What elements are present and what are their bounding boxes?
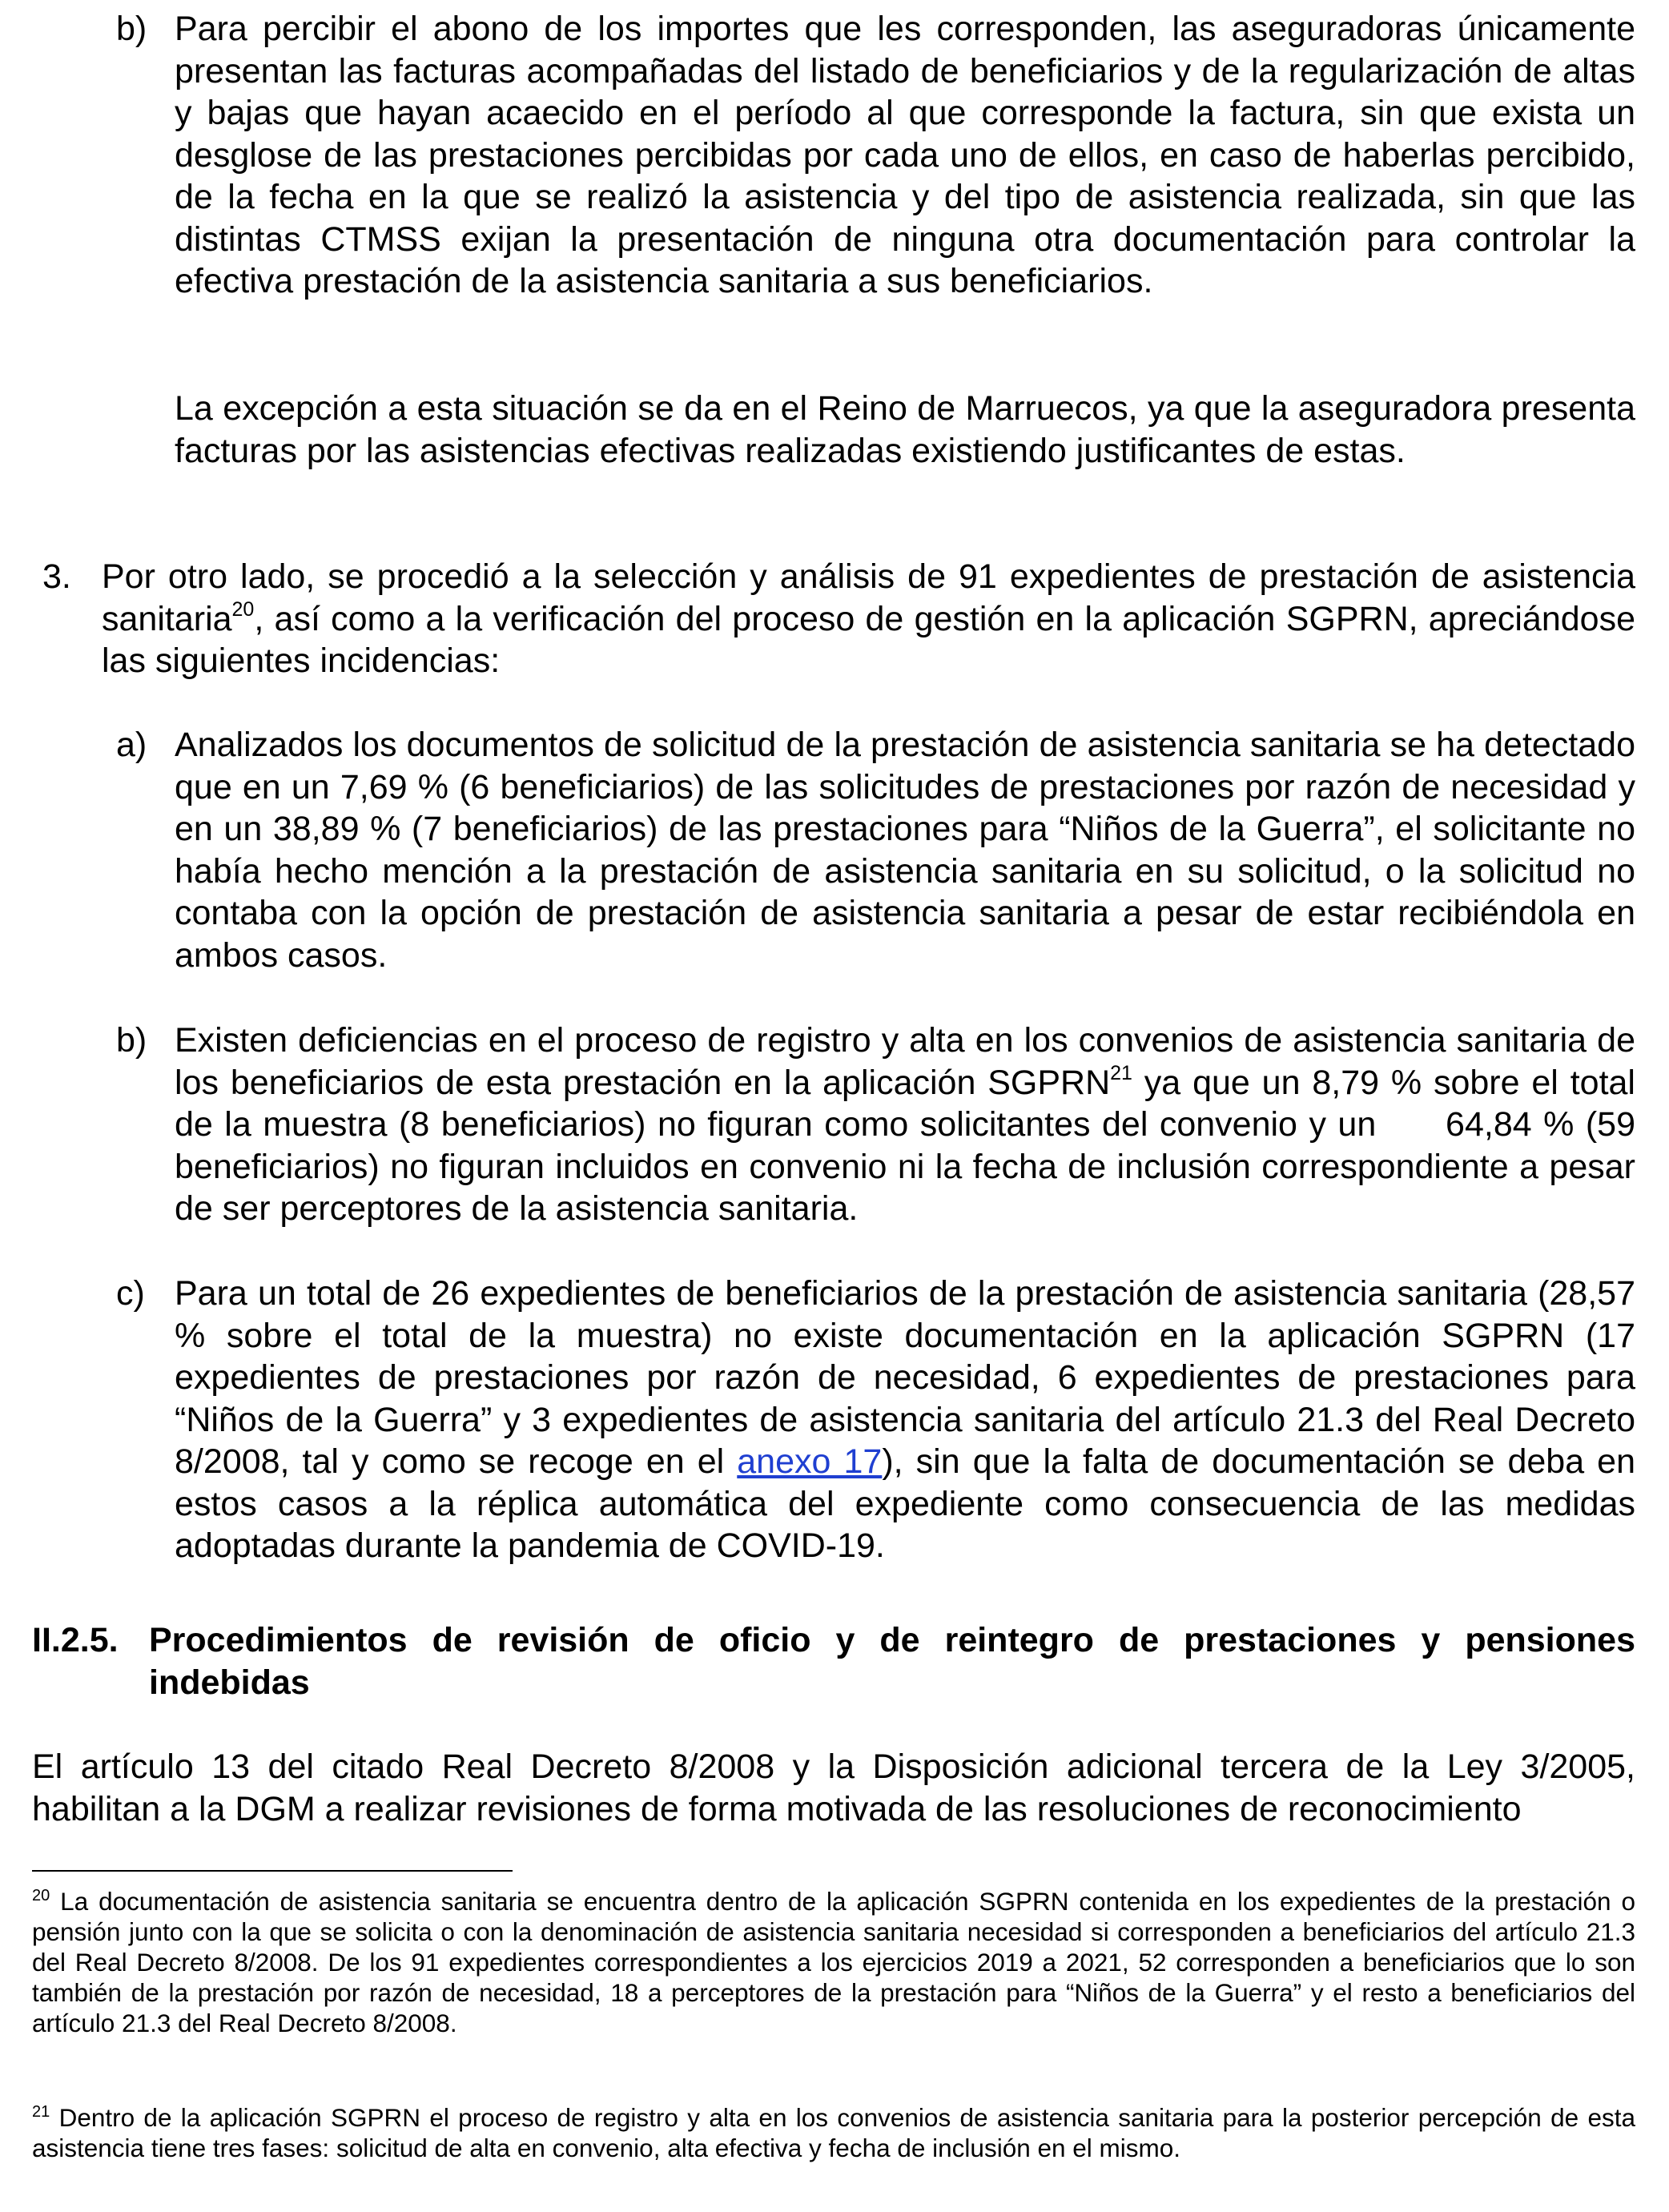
footnote-20-text: La documentación de asistencia sanitaria se encuentra dentro de la aplicación SGPRN contenida en los expedientes de la prestación o pensión junto con la que se solicita o con la denominación de asistencia sanitaria necesidad si corresponden a beneficiarios del artículo 21.3 del Real Decreto 8/2008. De los 91 expedientes correspondientes a los ejercicios 2019 a 2021, 52 corresponden a beneficiarios que lo son también de la prestación por razón de necesidad, 18 a perceptores de la prestación para “Niños de la Guerra” y el resto a beneficiarios del artículo 21.3 del Real Decreto 8/2008. <box>32 1887 1635 2037</box>
footnote-ref-21[interactable]: 21 <box>1110 1061 1132 1084</box>
item-b2-label: b) <box>116 1021 147 1060</box>
item-b2-paragraph <box>175 1020 1645 1230</box>
footnote-21-number: 21 <box>32 2103 50 2121</box>
footnote-21-text: Dentro de la aplicación SGPRN el proceso de registro y alta en los convenios de asistencia sanitaria para la posterior percepción de esta asistencia tiene tres fases: solicitud de alta en convenio, alta efectiva y fecha de inclusión en el mismo. <box>32 2103 1635 2162</box>
section-number: II.2.5. <box>32 1621 119 1659</box>
footnote-21 <box>32 2102 1635 2163</box>
item-b-exception-paragraph: La excepción a esta situación se da en el Reino de Marruecos, ya que la aseguradora presenta facturas por las asistencias efectivas realizadas existiendo justificantes de estas. <box>175 389 1635 470</box>
item-c-text-end: ), sin que la falta de documentación se deba en estos casos a la réplica automática del expediente como consecuencia de las medidas adoptadas durante la pandemia de COVID-19. <box>175 1442 1636 1565</box>
item-b2-text-end: ya que un 8,79 % sobre el total de la muestra (8 beneficiarios) no figuran como solicitantes del convenio y un 64,84 % (59 beneficiarios) no figuran incluidos en convenio ni la fecha de inclusión correspondiente a pesar de ser perceptores de la asistencia sanitaria. <box>175 1063 1645 1228</box>
item-c-text-start: Para un total de 26 expedientes de beneficiarios de la prestación de asistencia sanitaria (28,57 % sobre el total de la muestra) no existe documentación en la aplicación SGPRN (17 expedientes de prestaciones por razón de necesidad, 6 expedientes de prestaciones para “Niños de la Guerra” y 3 expedientes de asistencia sanitaria del artículo 21.3 del Real Decreto 8/2008, tal y como se recoge en el <box>175 1274 1635 1481</box>
item-b-paragraph: Para percibir el abono de los importes que les corresponden, las aseguradoras únicamente presentan las facturas acompañadas del listado de beneficiarios y de la regularización de altas y bajas que hayan acaecido en el período al que corresponde la factura, sin que exista un desglose de las prestaciones percibidas por cada uno de ellos, en caso de haberlas percibido, de la fecha en la que se realizó la asistencia y del tipo de asistencia realizada, sin que las distintas CTMSS exijan la presentación de ninguna otra documentación para controlar la efectiva prestación de la asistencia sanitaria a sus beneficiarios. <box>175 10 1635 300</box>
footnote-20-number: 20 <box>32 1887 50 1904</box>
item-3-paragraph <box>102 556 1635 682</box>
item-c-paragraph <box>175 1273 1635 1567</box>
item-b-label: b) <box>116 10 147 48</box>
item-3-text-start: Por otro lado, se procedió a la selección y análisis de 91 expedientes de prestación de asistencia sanitaria <box>102 557 1635 638</box>
section-title: Procedimientos de revisión de oficio y de reintegro de prestaciones y pensiones indebidas <box>149 1621 1635 1702</box>
footnote-ref-20[interactable]: 20 <box>231 597 255 621</box>
item-3-label: 3. <box>42 557 71 596</box>
footnote-20 <box>32 1886 1635 2038</box>
item-a-label: a) <box>116 726 147 764</box>
item-a-paragraph: Analizados los documentos de solicitud de la prestación de asistencia sanitaria se ha detectado que en un 7,69 % (6 beneficiarios) de las solicitudes de prestaciones por razón de necesidad y en un 38,89 % (7 beneficiarios) de las prestaciones para “Niños de la Guerra”, el solicitante no había hecho mención a la prestación de asistencia sanitaria en su solicitud, o la solicitud no contaba con la opción de prestación de asistencia sanitaria a pesar de estar recibiéndola en ambos casos. <box>175 726 1635 975</box>
item-c-label: c) <box>116 1274 145 1313</box>
item-3-text-end: , así como a la verificación del proceso de gestión en la aplicación SGPRN, apreciándose las siguientes incidencias: <box>102 599 1635 680</box>
section-body-paragraph: El artículo 13 del citado Real Decreto 8/2008 y la Disposición adicional tercera de la Ley 3/2005, habilitan a la DGM a realizar revisiones de forma motivada de las resoluciones de reconocimiento <box>32 1747 1635 1828</box>
annex-17-link[interactable]: anexo 17 <box>737 1442 883 1481</box>
item-b2-text-start: Existen deficiencias en el proceso de registro y alta en los convenios de asistencia sanitaria de los beneficiarios de esta prestación en la aplicación SGPRN <box>175 1021 1645 1102</box>
footnote-separator <box>32 1870 513 1872</box>
